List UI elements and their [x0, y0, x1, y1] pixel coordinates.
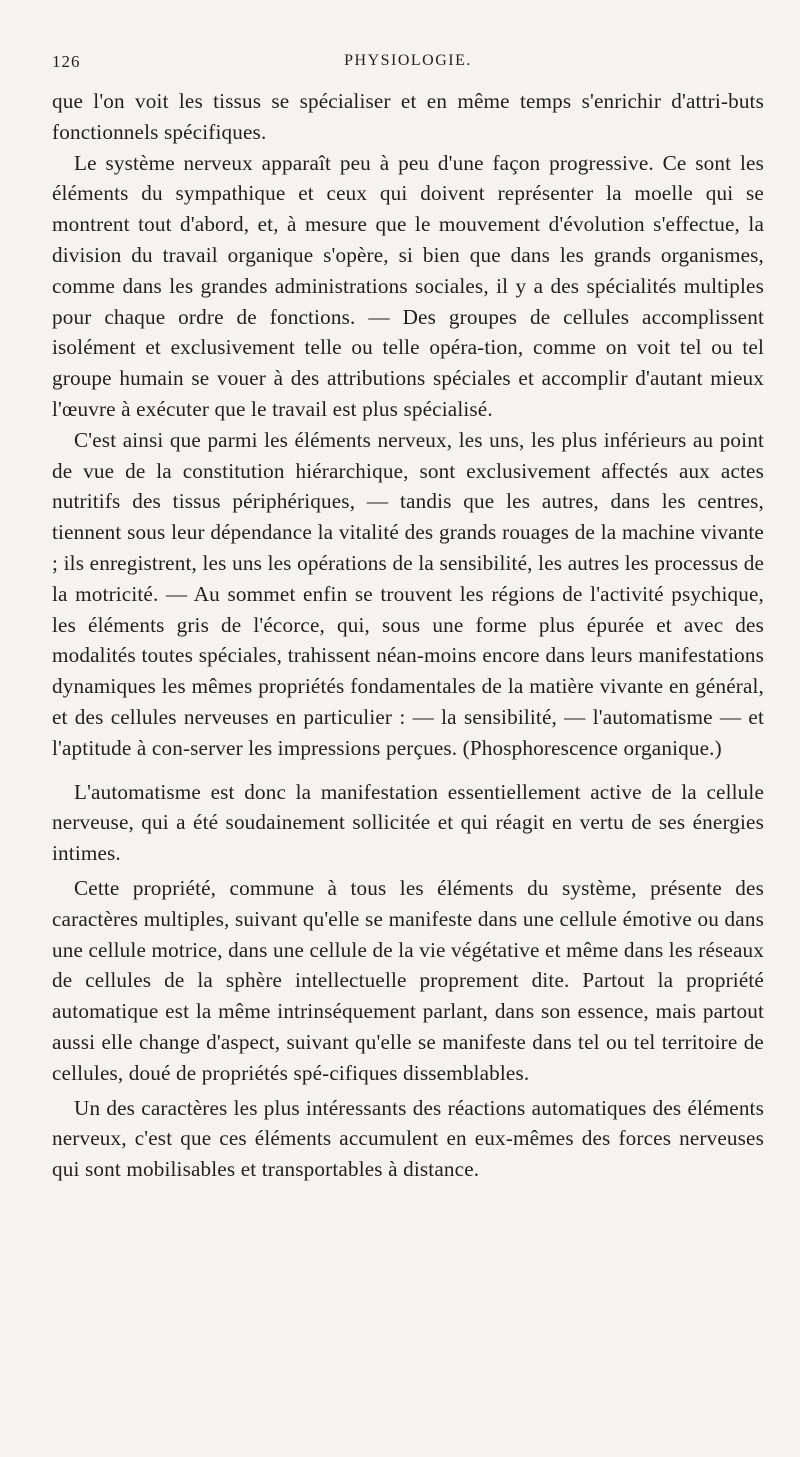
paragraph-automatism: L'automatisme est donc la manifestation essentiellement active de la cellule nerveuse, qui a été soudainement sollicitée et qui réagit en vertu de ses énergies intimes. [52, 779, 764, 866]
paragraph-continuation: que l'on voit les tissus se spécialiser et en même temps s'enrichir d'attri-buts fonctionnels spécifiques. [52, 89, 764, 144]
body-text [52, 86, 764, 1185]
paragraph-property: Cette propriété, commune à tous les éléments du système, présente des caractères multiples, suivant qu'elle se manifeste dans une cellule émotive ou dans une cellule motrice, dans une cellule de la vie végétative et même dans les réseaux de cellules de la sphère intellectuelle proprement dite. Partout la propriété automatique est la même intrinséquement parlant, dans son essence, mais partout aussi elle change d'aspect, suivant qu'elle se manifeste dans tel ou tel territoire de cellules, doué de propriétés spé-cifiques dissemblables. [52, 875, 764, 1085]
paragraph-nervous-elements: C'est ainsi que parmi les éléments nerveux, les uns, les plus inférieurs au point de vue de la constitution hiérarchique, sont exclusivement affectés aux actes nutritifs des tissus périphériques, — tandis que les autres, dans les centres, tiennent sous leur dépendance la vitalité des grands rouages de la machine vivante ; ils enregistrent, les uns les opérations de la sensibilité, les autres les processus de la motricité. — Au sommet enfin se trouvent les régions de l'activité psychique, les éléments gris de l'écorce, qui, sous une forme plus épurée et avec des modalités toutes spéciales, trahissent néan-moins encore dans leurs manifestations dynamiques les mêmes propriétés fondamentales de la matière vivante en général, et des cellules nerveuses en particulier : — la sensibilité, — l'automatisme — et l'aptitude à con-server les impressions perçues. (Phosphorescence organique.) [52, 427, 764, 760]
running-title: PHYSIOLOGIE. [344, 52, 472, 69]
page-number: 126 [52, 52, 81, 71]
running-head [52, 52, 764, 80]
paragraph-reactions: Un des caractères les plus intéressants des réactions automatiques des éléments nerveux, c'est que ces éléments accumulent en eux-mêmes des forces nerveuses qui sont mobilisables et transportables à distance. [52, 1095, 764, 1182]
paragraph-nervous-system: Le système nerveux apparaît peu à peu d'une façon progressive. Ce sont les éléments du sympathique et ceux qui doivent représenter la moelle qui se montrent tout d'abord, et, à mesure que le mouvement d'évolution s'effectue, la division du travail organique s'opère, si bien que dans les grands organismes, comme dans les grandes administrations sociales, il y a des spécialités multiples pour chaque ordre de fonctions. — Des groupes de cellules accomplissent isolément et exclusivement telle ou telle opéra-tion, comme on voit tel ou tel groupe humain se vouer à des attributions spéciales et accomplir d'autant mieux l'œuvre à exécuter que le travail est plus spécialisé. [52, 150, 764, 421]
book-page [52, 52, 764, 1185]
